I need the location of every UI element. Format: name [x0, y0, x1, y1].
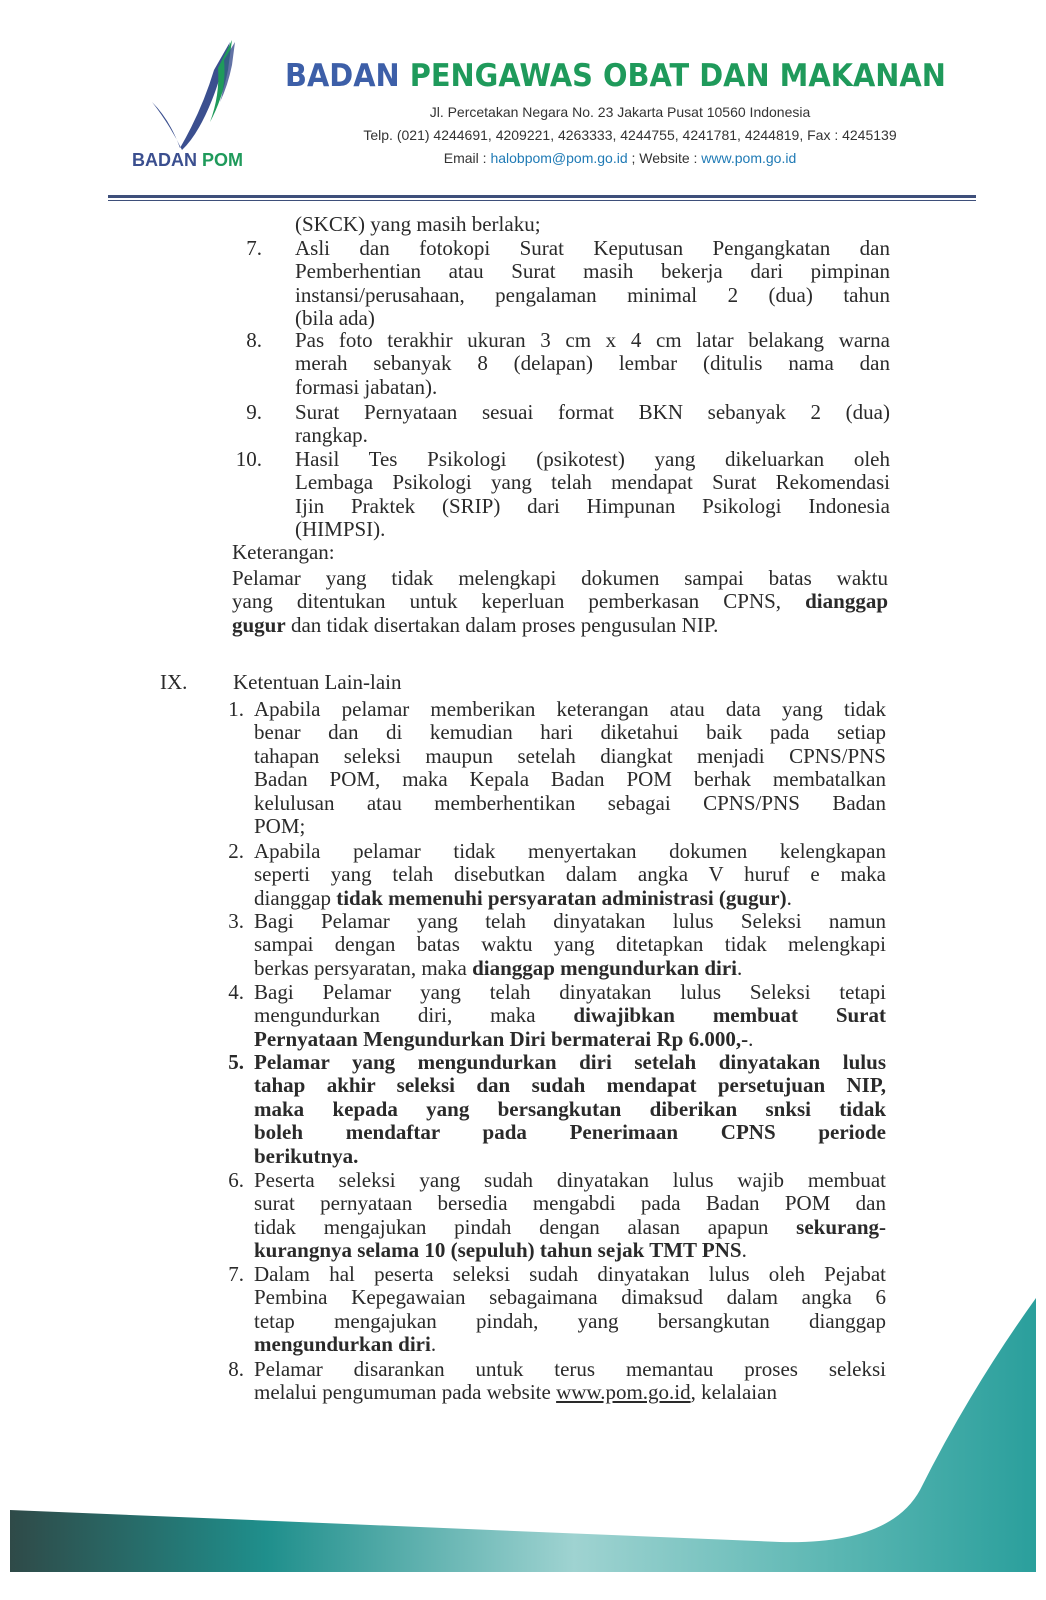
text-line: Apabila pelamar memberikan keterangan atau data yang tidak	[254, 697, 886, 721]
text-line: Dalam hal peserta seleksi sudah dinyatakan lulus oleh Pejabat	[254, 1262, 886, 1286]
text-line: Keterangan:	[232, 540, 335, 564]
text-line: seperti yang telah disebutkan dalam angka V huruf e maka	[254, 862, 886, 887]
text-line: Ijin Praktek (SRIP) dari Himpunan Psikologi Indonesia	[295, 493, 890, 518]
bold-text: sekurang-	[796, 1214, 886, 1239]
text-line: Pelamar disarankan untuk terus memantau proses seleksi	[254, 1357, 886, 1381]
text-line: Surat Pernyataan sesuai format BKN sebanyak 2 (dua)	[295, 400, 890, 424]
text-line: maka kepada yang bersangkutan diberikan snksi tidak	[254, 1096, 886, 1121]
text-segment: dan tidak disertakan dalam proses pengusulan NIP.	[285, 612, 719, 637]
text-segment: mengundurkan diri, maka	[254, 1003, 574, 1028]
text-line: kelulusan atau memberhentikan sebagai CPNS/PNS Badan	[254, 790, 886, 815]
text-line: Pelamar yang tidak melengkapi dokumen sampai batas waktu	[232, 566, 888, 590]
bold-text: dianggap	[805, 589, 888, 614]
text-line: Pemberhentian atau Surat masih bekerja dari pimpinan	[295, 259, 890, 284]
list-number: 7.	[228, 1262, 244, 1286]
text-line: Peserta seleksi yang sudah dinyatakan lulus wajib membuat	[254, 1168, 886, 1192]
bold-text: mengundurkan diri	[254, 1332, 431, 1357]
text-segment: .	[741, 1238, 747, 1263]
list-number: 6.	[228, 1168, 244, 1192]
bold-text: tidak memenuhi persyaratan administrasi (gugur)	[336, 885, 787, 910]
text-line: boleh mendaftar pada Penerimaan CPNS periode	[254, 1120, 886, 1145]
logo-text: BADAN POM	[132, 150, 244, 170]
organization-name: BADAN PENGAWAS OBAT DAN MAKANAN	[285, 58, 946, 94]
text-segment: , kelalaian	[690, 1380, 777, 1405]
text-line: merah sebanyak 8 (delapan) lembar (ditulis nama dan	[295, 351, 890, 376]
text-line: tahapan seleksi maupun setelah diangkat menjadi CPNS/PNS	[254, 743, 886, 768]
list-number: 8.	[246, 328, 262, 352]
text-segment: tidak mengajukan pindah dengan alasan apapun	[254, 1214, 797, 1239]
list-number: 2.	[228, 839, 244, 863]
text-line: Bagi Pelamar yang telah dinyatakan lulus Seleksi namun	[254, 909, 886, 933]
text-segment: .	[748, 1026, 754, 1051]
address: Jl. Percetakan Negara No. 23 Jakarta Pusat 10560 Indonesia	[429, 104, 811, 120]
list-number: 8.	[228, 1357, 244, 1381]
text-line: Asli dan fotokopi Surat Keputusan Pengangkatan dan	[295, 236, 890, 260]
text-line: instansi/perusahaan, pengalaman minimal 2 (dua) tahun	[295, 282, 890, 307]
text-line: Hasil Tes Psikologi (psikotest) yang dikeluarkan oleh	[295, 447, 890, 471]
text-line: rangkap.	[295, 423, 368, 448]
text-line: surat pernyataan bersedia mengabdi pada Badan POM dan	[254, 1191, 886, 1216]
text-segment: .	[430, 1332, 437, 1357]
text-line: benar dan di kemudian hari diketahui baik pada setiap	[254, 720, 886, 745]
list-number: 10.	[235, 447, 262, 471]
text-line: Lembaga Psikologi yang telah mendapat Surat Rekomendasi	[295, 470, 890, 495]
text-line: Pembina Kepegawaian sebagaimana dimaksud dalam angka 6	[254, 1285, 886, 1310]
website-link[interactable]: www.pom.go.id	[556, 1380, 691, 1405]
text-line: POM;	[254, 814, 306, 838]
text-line: Apabila pelamar tidak menyertakan dokumen kelengkapan	[254, 839, 886, 863]
text-line: sampai dengan batas waktu yang ditetapkan tidak melengkapi	[254, 932, 886, 957]
website-link[interactable]: www.pom.go.id	[701, 150, 797, 166]
list-number: 7.	[246, 236, 262, 260]
phone-fax: Telp. (021) 4244691, 4209221, 4263333, 4244755, 4241781, 4244819, Fax : 4245139	[363, 127, 897, 143]
bold-text: Pernyataan Mengundurkan Diri bermaterai Rp 6.000,-	[254, 1026, 749, 1051]
list-number: IX.	[160, 670, 188, 694]
text-line: tahap akhir seleksi dan sudah mendapat persetujuan NIP,	[254, 1073, 886, 1098]
text-segment: yang ditentukan untuk keperluan pemberkasan CPNS,	[232, 589, 806, 614]
text-line: Pas foto terakhir ukuran 3 cm x 4 cm latar belakang warna	[295, 328, 890, 352]
text-line: Badan POM, maka Kepala Badan POM berhak membatalkan	[254, 767, 886, 792]
bold-text: gugur	[232, 612, 286, 637]
text-line: Pelamar yang mengundurkan diri setelah dinyatakan lulus	[254, 1050, 886, 1074]
list-number: 3.	[228, 909, 244, 933]
bold-text: dianggap mengundurkan diri	[472, 955, 737, 980]
bold-text: diwajibkan membuat Surat	[573, 1003, 886, 1028]
text-line: tetap mengajukan pindah, yang bersangkutan dianggap	[254, 1308, 886, 1333]
text-segment: berkas persyaratan, maka	[254, 955, 473, 980]
text-segment: dianggap	[254, 885, 337, 910]
list-number: 4.	[228, 980, 244, 1004]
text-line: berikutnya.	[254, 1143, 359, 1168]
list-number: 9.	[246, 400, 262, 424]
email-link[interactable]: halobpom@pom.go.id	[490, 150, 628, 166]
text-line: (HIMPSI).	[295, 517, 386, 542]
text-line: formasi jabatan).	[295, 374, 438, 399]
list-number: 5.	[228, 1050, 244, 1074]
text-line: Ketentuan Lain-lain	[233, 670, 402, 694]
text-segment: melalui pengumuman pada website	[254, 1380, 557, 1405]
list-number: 1.	[228, 697, 244, 721]
text-segment: .	[737, 955, 743, 980]
contact-line: Email : halobpom@pom.go.id ; Website : www.pom.go.id	[443, 150, 797, 166]
text-segment: .	[786, 885, 792, 910]
text-line: Bagi Pelamar yang telah dinyatakan lulus Seleksi tetapi	[254, 980, 886, 1004]
bold-text: kurangnya selama 10 (sepuluh) tahun sejak TMT PNS	[254, 1238, 742, 1263]
text-line: (bila ada)	[295, 306, 375, 331]
text-line: (SKCK) yang masih berlaku;	[295, 212, 541, 236]
